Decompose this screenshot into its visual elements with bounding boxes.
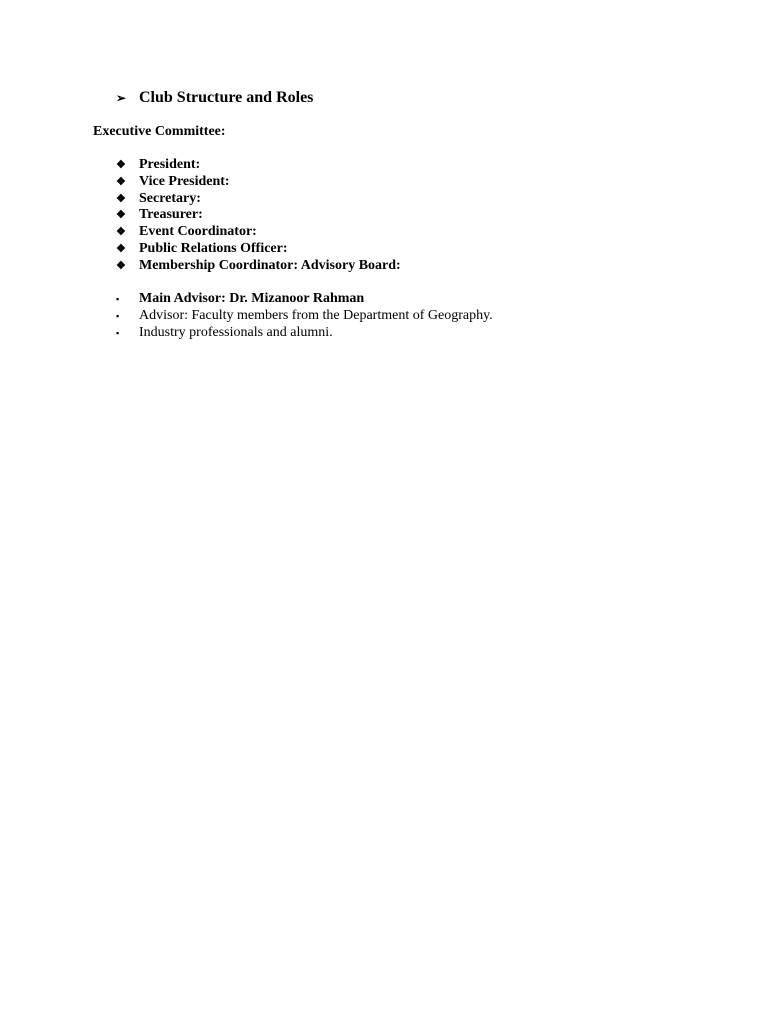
role-public-relations-officer: Public Relations Officer:	[139, 240, 288, 256]
role-secretary: Secretary:	[139, 190, 201, 206]
advisory-board-list	[116, 291, 493, 341]
list-item	[116, 308, 493, 325]
diamond-bullet-icon: ❖	[116, 192, 126, 205]
diamond-bullet-icon: ❖	[116, 159, 126, 171]
list-item	[116, 291, 493, 308]
section-title: Club Structure and Roles	[139, 89, 314, 106]
list-item	[116, 191, 401, 208]
role-vice-president: Vice President:	[139, 173, 230, 189]
square-bullet-icon: ▪	[116, 327, 120, 338]
diamond-bullet-icon: ❖	[116, 242, 126, 255]
diamond-bullet-icon: ❖	[116, 226, 126, 239]
list-item	[116, 174, 401, 191]
executive-committee-heading: Executive Committee:	[93, 124, 226, 139]
arrow-bullet-icon: ➢	[116, 90, 127, 105]
section-heading	[116, 87, 313, 109]
role-membership-coordinator: Membership Coordinator: Advisory Board:	[139, 257, 401, 273]
list-item	[116, 207, 401, 224]
list-item	[116, 241, 401, 258]
list-item	[116, 224, 401, 241]
list-item	[116, 258, 401, 275]
executive-committee-list	[116, 157, 401, 275]
list-item	[116, 325, 493, 342]
main-advisor: Main Advisor: Dr. Mizanoor Rahman	[139, 291, 365, 306]
role-treasurer: Treasurer:	[139, 207, 203, 223]
role-president: President:	[139, 157, 201, 172]
role-event-coordinator: Event Coordinator:	[139, 224, 257, 240]
diamond-bullet-icon: ❖	[116, 175, 126, 188]
square-bullet-icon: ▪	[116, 294, 120, 304]
industry-advisors: Industry professionals and alumni.	[139, 324, 333, 340]
faculty-advisors: Advisor: Faculty members from the Department of Geography.	[139, 307, 493, 323]
list-item	[116, 157, 401, 174]
square-bullet-icon: ▪	[116, 310, 120, 321]
diamond-bullet-icon: ❖	[116, 259, 126, 272]
diamond-bullet-icon: ❖	[116, 209, 126, 222]
